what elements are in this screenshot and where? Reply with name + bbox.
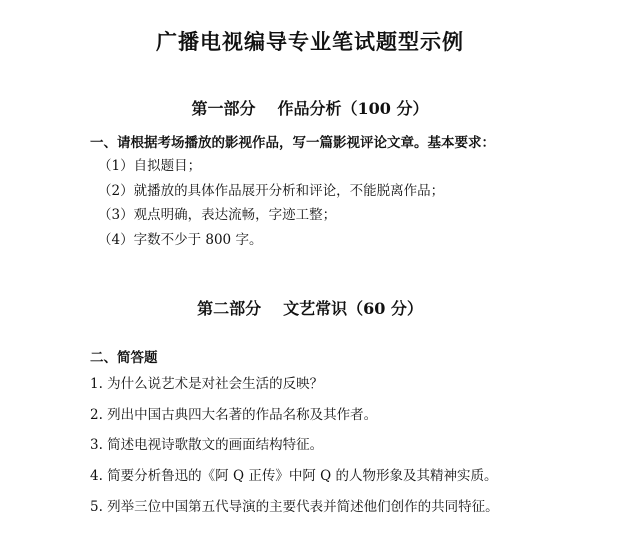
requirement-item: （4）字数不少于 800 字。 [98, 231, 263, 248]
requirement-item: （2）就播放的具体作品展开分析和评论，不能脱离作品； [98, 182, 445, 199]
short-answer-item: 2. 列出中国古典四大名著的作品名称及其作者。 [90, 406, 378, 423]
part1-question: 一、请根据考场播放的影视作品，写一篇影视评论文章。基本要求： [90, 135, 495, 151]
part1-heading [0, 96, 620, 119]
short-answer-item: 4. 简要分析鲁迅的《阿 Q 正传》中阿 Q 的人物形象及其精神实质。 [90, 468, 498, 485]
requirement-item: （3）观点明确，表达流畅，字迹工整； [98, 207, 337, 223]
part2-name: 第二部分 [197, 299, 262, 318]
short-answer-list [90, 374, 499, 527]
requirements-list [98, 156, 444, 254]
short-answer-item: 1. 为什么说艺术是对社会生活的反映？ [90, 376, 324, 392]
part2-question: 二、简答题 [90, 350, 158, 366]
part1-name: 第一部分 [191, 99, 256, 118]
short-answer-item: 5. 列举三位中国第五代导演的主要代表并简述他们创作的共同特征。 [90, 498, 499, 515]
requirement-item: （1）自拟题目； [98, 158, 202, 174]
part2-heading [0, 296, 620, 319]
part1-subject: 作品分析（100 分） [277, 99, 429, 118]
short-answer-item: 3. 简述电视诗歌散文的画面结构特征。 [90, 437, 324, 454]
part2-subject: 文艺常识（60 分） [283, 299, 423, 318]
document-title: 广播电视编导专业笔试题型示例 [156, 29, 464, 54]
